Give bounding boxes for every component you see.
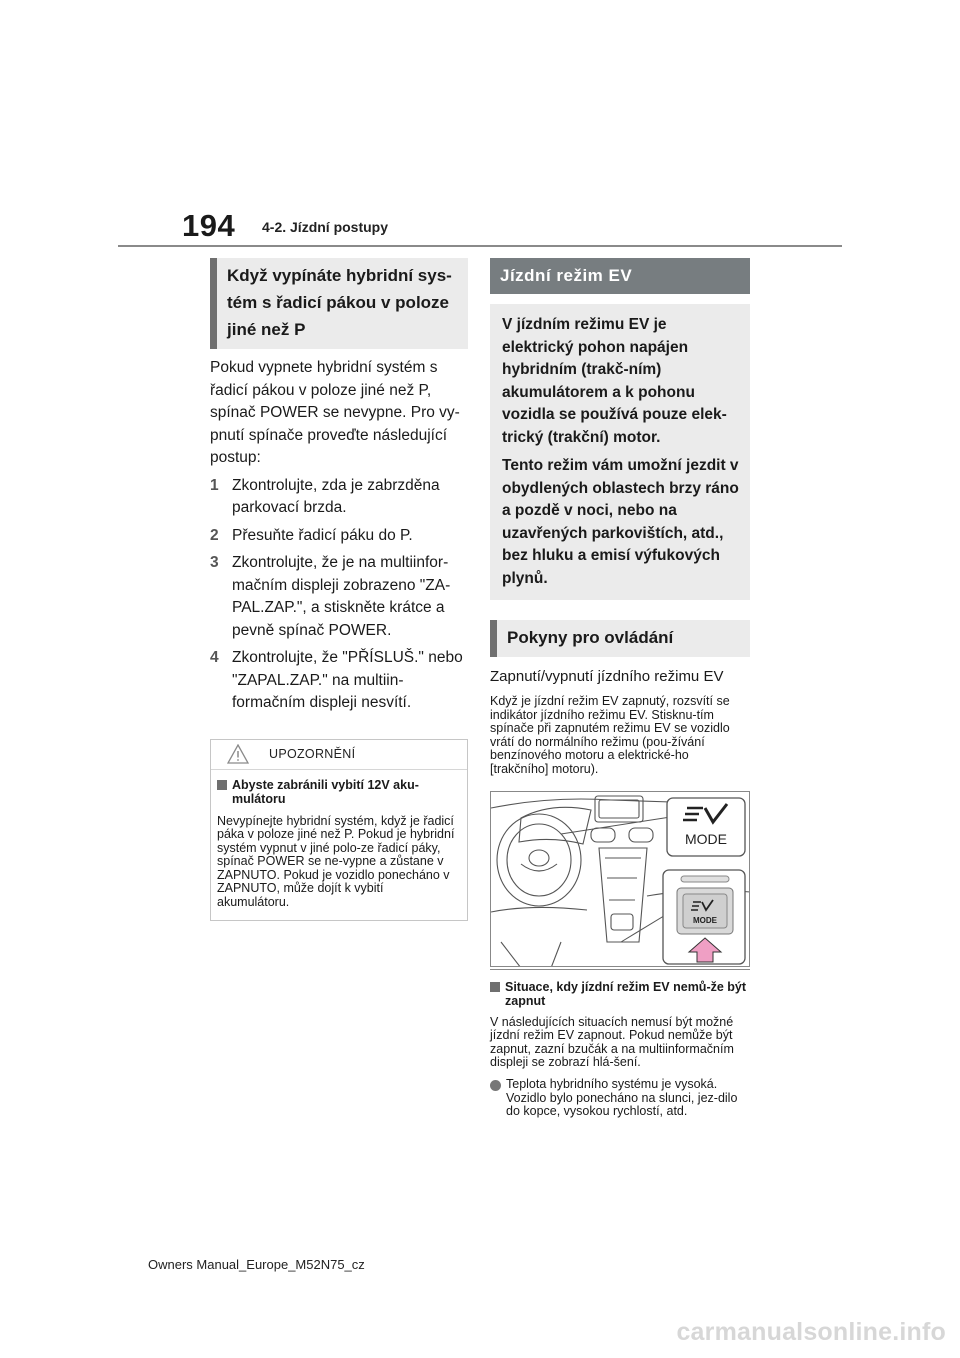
- heading-ev-mode: Jízdní režim EV: [490, 258, 750, 294]
- warning-header: [211, 740, 467, 770]
- header-divider: [118, 245, 842, 247]
- left-column: [210, 258, 468, 921]
- warning-triangle-icon: [227, 744, 249, 764]
- intro-paragraph: Pokud vypnete hybridní systém s řadicí pákou v poloze jiné než P, spínač POWER se nevypne. Pro vy-pnutí spínače proveďte následující postup:: [210, 359, 460, 466]
- step-number: 4: [210, 649, 219, 666]
- step-4: [210, 647, 468, 715]
- warning-title: [217, 778, 457, 806]
- heading-operating-instructions: Pokyny pro ovládání: [490, 620, 750, 657]
- warning-text: Nevypínejte hybridní systém, když je řadicí páka v poloze jiné než P. Pokud je hybridní systém vypnut v jiné polo-ze řadicí páky, spínač POWER se ne-vypne a zůstane v ZAPNUTO. Pokud je vozidlo ponecháno v ZAPNUTO, může dojít k vybití akumulátoru.: [217, 813, 455, 910]
- ev-button-mode-label: MODE: [693, 915, 717, 925]
- watermark: carmanualsonline.info: [676, 1318, 946, 1346]
- warning-title-text: Abyste zabránili vybití 12V aku-mulátoru: [232, 777, 419, 806]
- situations-title: [490, 980, 750, 1008]
- step-text: Zkontrolujte, že "PŘÍSLUŠ." nebo "ZAPAL.ZAP." na multiin-formačním displeji nesvítí.: [232, 649, 463, 711]
- step-text: Zkontrolujte, zda je zabrzděna parkovací brzda.: [232, 476, 440, 516]
- ev-toggle-subheading: Zapnutí/vypnutí jízdního režimu EV: [490, 668, 724, 685]
- warning-label: UPOZORNĚNÍ: [269, 747, 356, 761]
- round-bullet-icon: [490, 1080, 501, 1091]
- situations-title-text: Situace, kdy jízdní režim EV nemů-že být zapnut: [505, 979, 747, 1008]
- dashboard-drawing: [491, 792, 750, 967]
- section-title: 4-2. Jízdní postupy: [262, 219, 389, 235]
- ev-info-box: [490, 304, 750, 600]
- ev-info-paragraph: Tento režim vám umožní jezdit v obydlených oblastech brzy ráno a pozdě v noci, nebo na uzavřených parkovištích, atd., bez hluku a emisí výfukových plynů.: [502, 457, 739, 587]
- step-1: [210, 475, 468, 520]
- situations-paragraph: V následujících situacích nemusí být možné jízdní režim EV zapnout. Pokud nemůže být zapnut, zazní bzučák a na multiinformačním displeji se zobrazí hlá-šení.: [490, 1014, 734, 1070]
- ev-mode-illustration: [490, 791, 750, 967]
- situation-bullet: [490, 1078, 750, 1119]
- situation-bullet-text: Teplota hybridního systému je vysoká. Vozidlo bylo ponecháno na slunci, jez-dilo do kopce, vysokou rychlostí, atd.: [506, 1076, 738, 1119]
- warning-box: [210, 739, 468, 921]
- steps-list: [210, 475, 468, 715]
- ev-toggle-paragraph: Když je jízdní režim EV zapnutý, rozsvítí se indikátor jízdního režimu EV. Stisknu-tím spínače při zapnutém režimu EV se vozidlo vrátí do normálního režimu (pou-žívání benzínového motoru a elektrické-ho [trakčního] motoru).: [490, 694, 730, 776]
- footer-document-id: Owners Manual_Europe_M52N75_cz: [148, 1257, 365, 1272]
- square-bullet-icon: [490, 982, 500, 992]
- mode-indicator-label: MODE: [685, 830, 727, 847]
- heading-power-off: Když vypínáte hybridní sys-tém s řadicí pákou v poloze jiné než P: [210, 258, 468, 349]
- step-number: 3: [210, 554, 219, 571]
- step-text: Zkontrolujte, že je na multiinfor-mačním displeji zobrazeno "ZA-PAL.ZAP.", a stiskněte krátce a pevně spínač POWER.: [232, 554, 451, 639]
- step-2: [210, 525, 468, 548]
- figure-divider: [490, 969, 750, 970]
- right-column: [490, 258, 750, 1119]
- square-bullet-icon: [217, 780, 227, 790]
- warning-content: [211, 770, 467, 910]
- page-number: 194: [182, 208, 236, 243]
- step-number: 2: [210, 526, 219, 544]
- step-3: [210, 552, 468, 642]
- step-text: Přesuňte řadicí páku do P.: [232, 526, 413, 544]
- ev-info-paragraph: V jízdním režimu EV je elektrický pohon napájen hybridním (trakč-ním) akumulátorem a k pohonu vozidla se používá pouze elek-trický (trakční) motor.: [502, 316, 727, 446]
- step-number: 1: [210, 476, 219, 494]
